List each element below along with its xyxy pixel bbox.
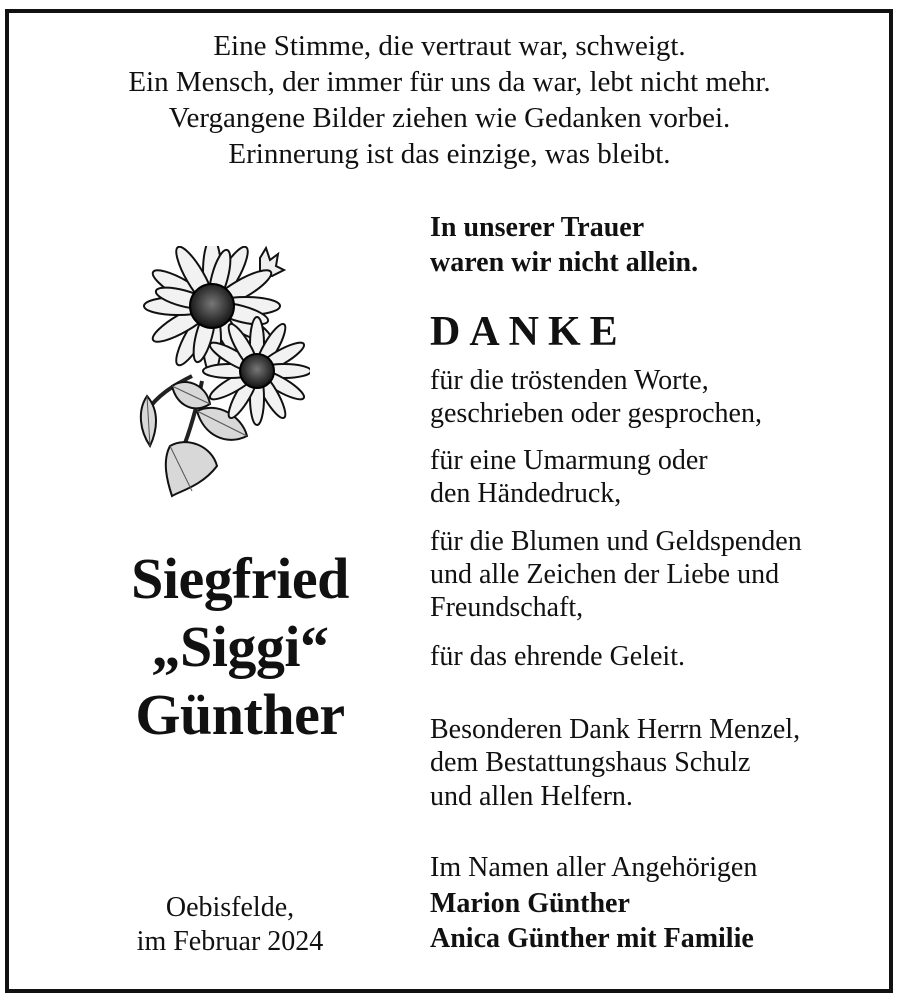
thanks-line: den Händedruck,	[430, 478, 622, 509]
deceased-name	[60, 545, 420, 749]
thanks-line: für eine Umarmung oder	[430, 445, 708, 476]
thanks-line: dem Bestattungshaus Schulz	[430, 747, 751, 778]
thanks-line: Freundschaft,	[430, 592, 584, 623]
intro-line: In unserer Trauer	[430, 212, 645, 243]
first-name: Siegfried	[131, 546, 349, 611]
danke-heading: DANKE	[430, 309, 627, 355]
nickname: „Siggi“	[151, 614, 329, 679]
sunflower-icon	[132, 246, 310, 502]
last-name: Günther	[135, 682, 345, 747]
thanks-line: für das ehrende Geleit.	[430, 641, 685, 672]
intro-line: waren wir nicht allein.	[430, 247, 699, 278]
thanks-line: geschrieben oder gesprochen,	[430, 398, 762, 429]
poem-line: Ein Mensch, der immer für uns da war, lebt nicht mehr.	[128, 66, 771, 98]
poem	[0, 28, 899, 172]
date: im Februar 2024	[136, 926, 324, 957]
thanks-line: für die Blumen und Geldspenden	[430, 526, 802, 557]
place: Oebisfelde,	[165, 892, 295, 923]
thanks-line: für die tröstenden Worte,	[430, 365, 709, 396]
signature-intro: Im Namen aller Angehörigen	[430, 852, 758, 883]
poem-line: Eine Stimme, die vertraut war, schweigt.	[213, 30, 686, 62]
poem-line: Erinnerung ist das einzige, was bleibt.	[228, 138, 671, 170]
thanks-line: und allen Helfern.	[430, 781, 633, 812]
signature-name: Anica Günther mit Familie	[430, 923, 754, 954]
thanks-line: und alle Zeichen der Liebe und	[430, 559, 780, 590]
place-date	[80, 891, 380, 959]
thanks-line: Besonderen Dank Herrn Menzel,	[430, 714, 801, 745]
poem-line: Vergangene Bilder ziehen wie Gedanken vorbei.	[168, 102, 731, 134]
signature-name: Marion Günther	[430, 888, 630, 919]
